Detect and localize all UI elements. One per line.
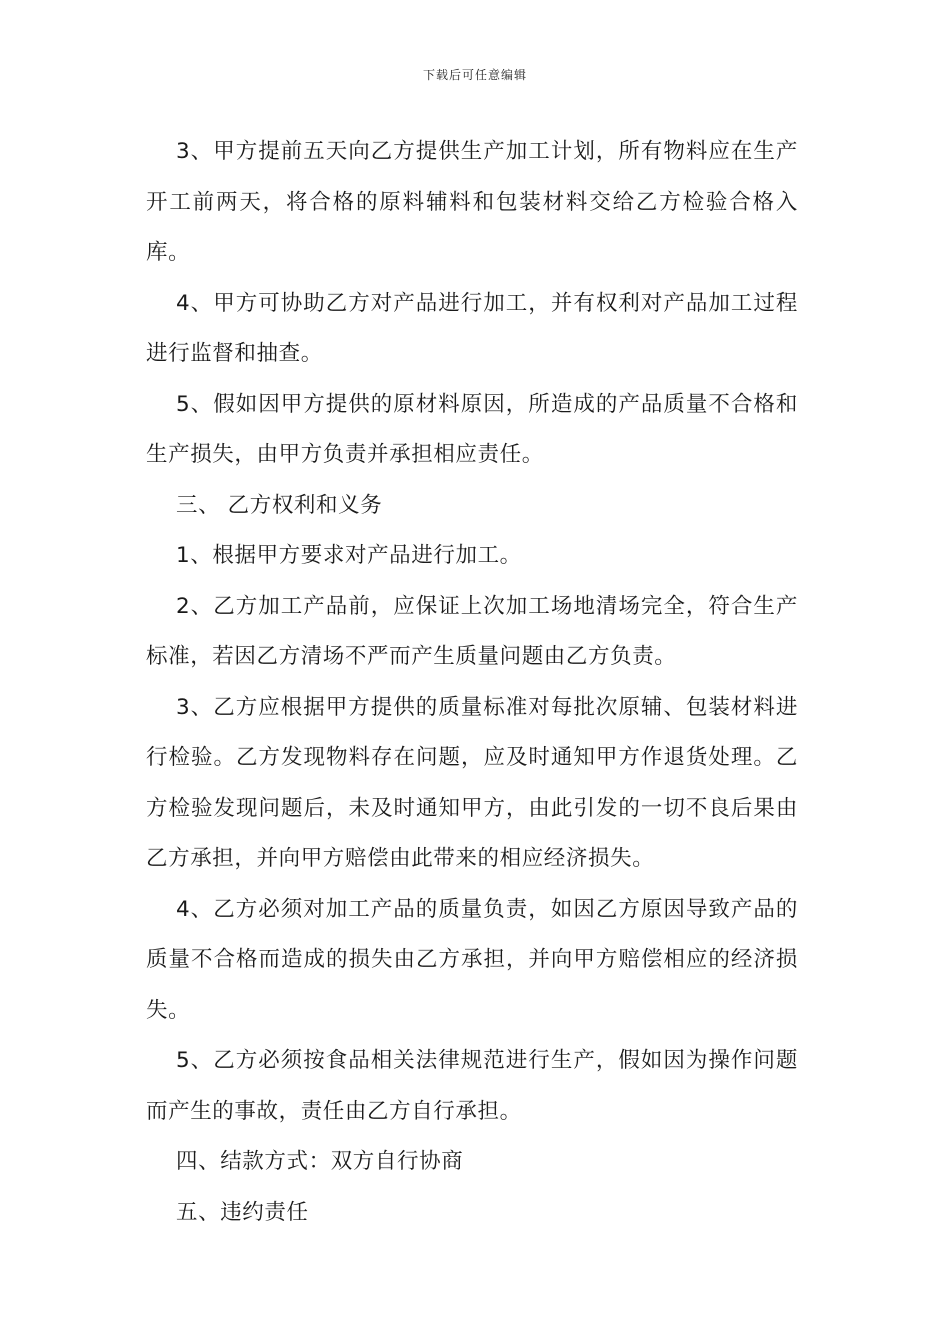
- page-header-note: 下载后可任意编辑: [422, 68, 527, 82]
- paragraph-party-b-clause-5: 5、乙方必须按食品相关法律规范进行生产，假如因为操作问题而产生的事故，责任由乙方自行承担。: [146, 1048, 798, 1124]
- section-heading-payment-method: 四、结款方式：双方自行协商: [176, 1149, 464, 1174]
- paragraph-party-b-clause-2: 2、乙方加工产品前，应保证上次加工场地清场完全，符合生产标准，若因乙方清场不严而产生质量问题由乙方负责。: [146, 593, 798, 669]
- paragraph-party-b-clause-3: 3、乙方应根据甲方提供的质量标准对每批次原辅、包装材料进行检验。乙方发现物料存在问题，应及时通知甲方作退货处理。乙方检验发现问题后，未及时通知甲方，由此引发的一切不良后果由乙方承担，并向甲方赔偿由此带来的相应经济损失。: [146, 694, 798, 871]
- paragraph-party-a-clause-3: 3、甲方提前五天向乙方提供生产加工计划，所有物料应在生产开工前两天，将合格的原料辅料和包装材料交给乙方检验合格入库。: [146, 139, 798, 265]
- section-heading-liability: 五、违约责任: [176, 1199, 309, 1225]
- paragraph-party-b-clause-1: 1、根据甲方要求对产品进行加工。: [176, 543, 522, 568]
- paragraph-party-a-clause-5: 5、假如因甲方提供的原材料原因，所造成的产品质量不合格和生产损失，由甲方负责并承担相应责任。: [146, 391, 798, 467]
- paragraph-party-b-clause-4: 4、乙方必须对加工产品的质量负责，如因乙方原因导致产品的质量不合格而造成的损失由乙方承担，并向甲方赔偿相应的经济损失。: [146, 896, 798, 1023]
- section-heading-party-b-rights: 三、 乙方权利和义务: [176, 492, 383, 518]
- paragraph-party-a-clause-4: 4、甲方可协助乙方对产品进行加工，并有权利对产品加工过程进行监督和抽查。: [146, 290, 798, 366]
- document-body: [146, 127, 798, 1238]
